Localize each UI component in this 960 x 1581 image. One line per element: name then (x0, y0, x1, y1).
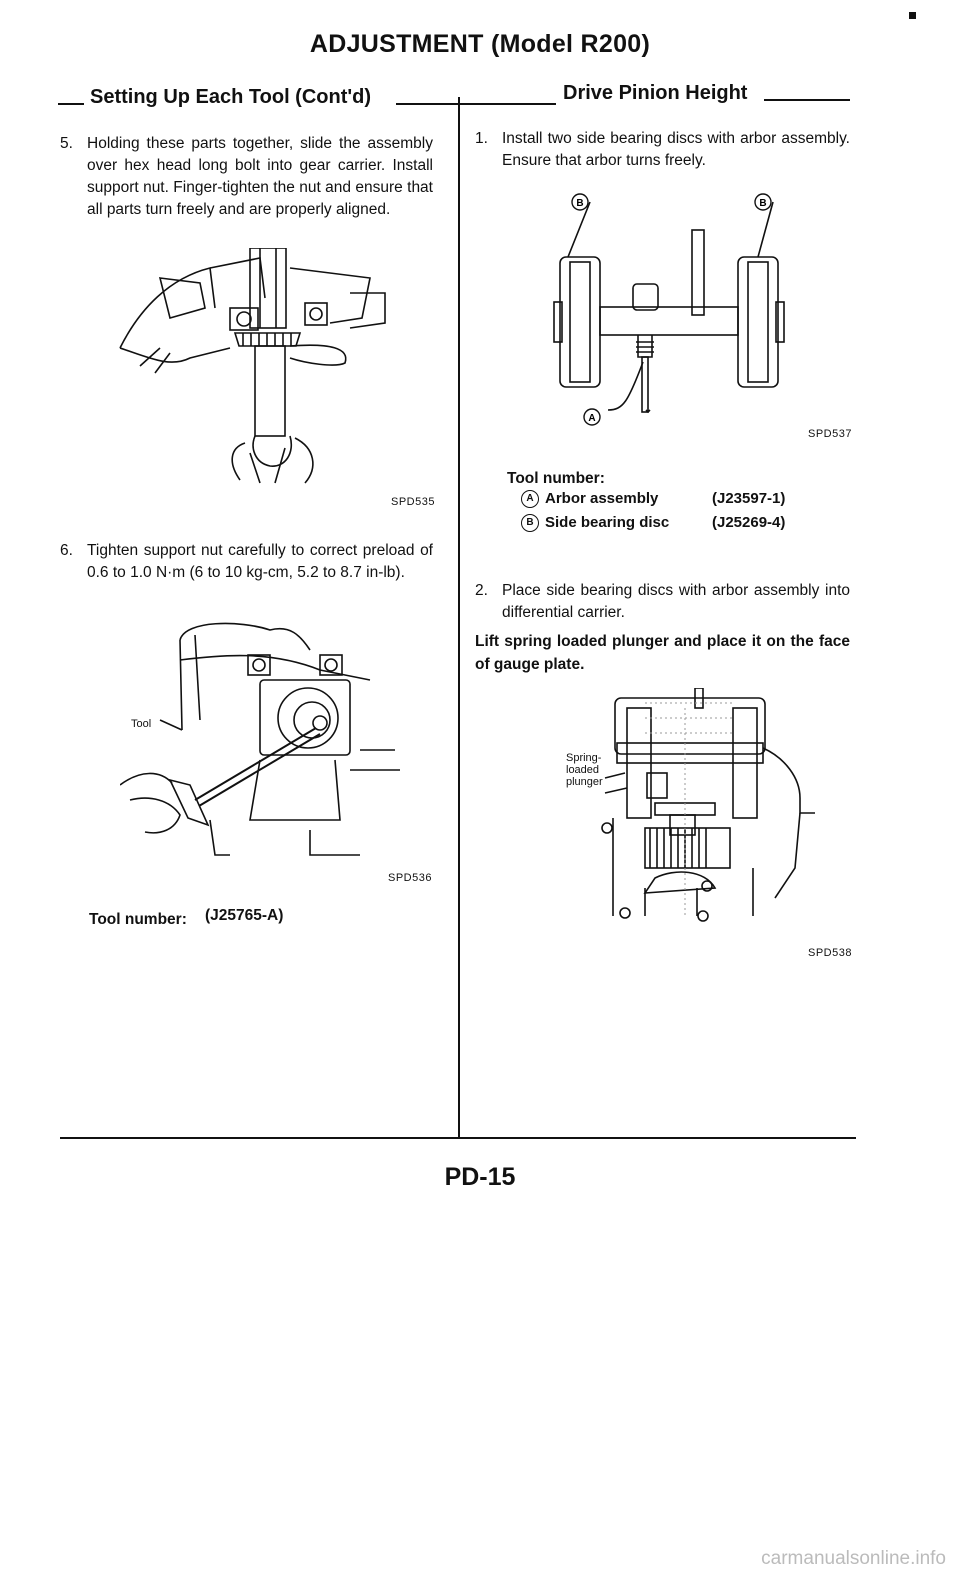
figure-spd536-code: SPD536 (388, 872, 432, 884)
step-6-number: 6. (60, 542, 73, 559)
column-divider (458, 97, 460, 1139)
step-5 (60, 133, 433, 221)
heading-rule-left-lead (58, 103, 84, 105)
tool-row-b (521, 514, 669, 532)
figure-spd538-callout (566, 752, 603, 788)
figure-spd535-illustration (100, 248, 390, 488)
figure-spd536-illustration (120, 620, 400, 860)
step-6-text: Tighten support nut carefully to correct preload of 0.6 to 1.0 N·m (6 to 10 kg-cm, 5.2 to 8.7 in-lb). (87, 542, 433, 581)
tool-b-number: (J25269-4) (712, 514, 786, 531)
fig3-callout-b-right: B (759, 198, 767, 209)
tool-b-mark: B (521, 514, 539, 532)
step-2-text: Place side bearing discs with arbor assembly into differential carrier. (502, 582, 850, 621)
left-tool-number-value: (J25765-A) (205, 907, 284, 924)
step-5-text: Holding these parts together, slide the assembly over hex head long bolt into gear carrier. Install support nut. Finger-tighten the nut and ensure that all parts turn freely and are properly aligned. (87, 135, 433, 218)
page-title: ADJUSTMENT (Model R200) (309, 30, 651, 58)
fig3-callout-b-left: B (576, 198, 584, 209)
step-2 (475, 580, 850, 624)
fig3-callout-a: A (588, 413, 596, 424)
figure-spd538-code: SPD538 (808, 947, 852, 959)
tool-a-number: (J23597-1) (712, 490, 786, 507)
figure-spd536-tool-label: Tool (131, 718, 152, 730)
figure-spd537-illustration (548, 192, 818, 432)
tool-a-mark: A (521, 490, 539, 508)
page-number: PD-15 (444, 1163, 516, 1191)
step-5-number: 5. (60, 135, 73, 152)
step-1-text: Install two side bearing discs with arbor assembly. Ensure that arbor turns freely. (502, 130, 850, 169)
fig4-label-line3: plunger (566, 776, 603, 788)
fig4-label-line2: loaded (566, 764, 600, 776)
figure-spd538-illustration (585, 688, 845, 923)
figure-spd535-code: SPD535 (391, 496, 435, 508)
bottom-rule (60, 1137, 856, 1139)
corner-mark (909, 12, 916, 19)
step-2-number: 2. (475, 582, 488, 599)
left-tool-number-label: Tool number: (89, 911, 187, 928)
tool-b-name: Side bearing disc (545, 514, 670, 531)
left-section-heading: Setting Up Each Tool (Cont'd) (90, 86, 372, 108)
right-tool-number-label: Tool number: (507, 470, 605, 487)
step-1 (475, 128, 850, 172)
step-1-number: 1. (475, 130, 488, 147)
heading-rule-left-trail (396, 103, 556, 105)
tool-row-a (521, 490, 658, 508)
step-6 (60, 540, 433, 584)
fig4-label-line1: Spring- (566, 752, 602, 764)
heading-rule-right-trail (764, 99, 850, 101)
plunger-note: Lift spring loaded plunger and place it on the face of gauge plate. (475, 633, 850, 673)
tool-a-name: Arbor assembly (545, 490, 659, 507)
figure-spd537-code: SPD537 (808, 428, 852, 440)
watermark: carmanualsonline.info (761, 1548, 946, 1569)
right-section-heading: Drive Pinion Height (563, 82, 748, 104)
